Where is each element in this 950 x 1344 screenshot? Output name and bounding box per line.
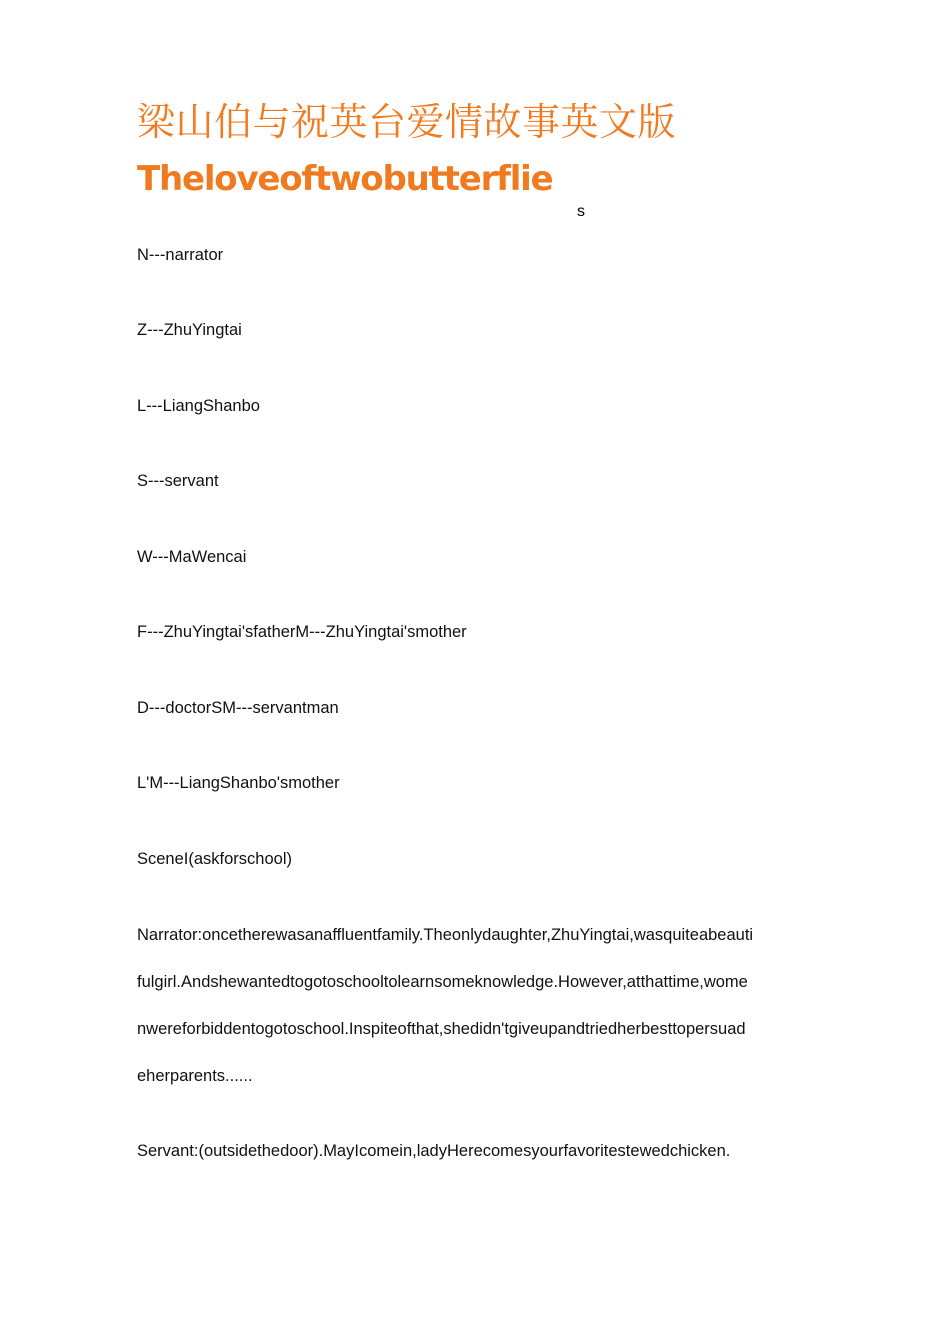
paragraph-line: fulgirl.Andshewantedtogotoschooltolearnsomeknowledge.However,atthattime,wome bbox=[137, 973, 748, 991]
paragraph-line: nwereforbiddentogotoschool.Inspiteofthat,shedidn'tgiveupandtriedherbesttopersuad bbox=[137, 1020, 746, 1038]
cast-entry-parents: F---ZhuYingtai'sfatherM---ZhuYingtai'smother bbox=[137, 623, 467, 641]
scene-heading: SceneI(askforschool) bbox=[137, 850, 292, 868]
english-title-tail: s bbox=[577, 203, 585, 220]
paragraph-line: Narrator:oncetherewasanaffluentfamily.Theonlydaughter,ZhuYingtai,wasquiteabeauti bbox=[137, 926, 754, 944]
cast-entry-narrator: N---narrator bbox=[137, 246, 224, 264]
chinese-title: 梁山伯与祝英台爱情故事英文版 bbox=[137, 100, 677, 144]
cast-entry-ma-wencai: W---MaWencai bbox=[137, 548, 247, 566]
english-title: Theloveoftwobutterflie bbox=[137, 159, 553, 199]
paragraph-line: eherparents...... bbox=[137, 1067, 253, 1085]
servant-dialogue: Servant:(outsidethedoor).MayIcomein,ladyHerecomesyourfavoritestewedchicken. bbox=[137, 1142, 731, 1160]
cast-entry-liang-mother: L'M---LiangShanbo'smother bbox=[137, 774, 340, 792]
cast-entry-liang-shanbo: L---LiangShanbo bbox=[137, 397, 260, 415]
narrator-paragraph bbox=[137, 924, 809, 1112]
cast-entry-doctor-servantman: D---doctorSM---servantman bbox=[137, 699, 339, 717]
cast-entry-servant: S---servant bbox=[137, 472, 219, 490]
cast-entry-zhu-yingtai: Z---ZhuYingtai bbox=[137, 321, 242, 339]
